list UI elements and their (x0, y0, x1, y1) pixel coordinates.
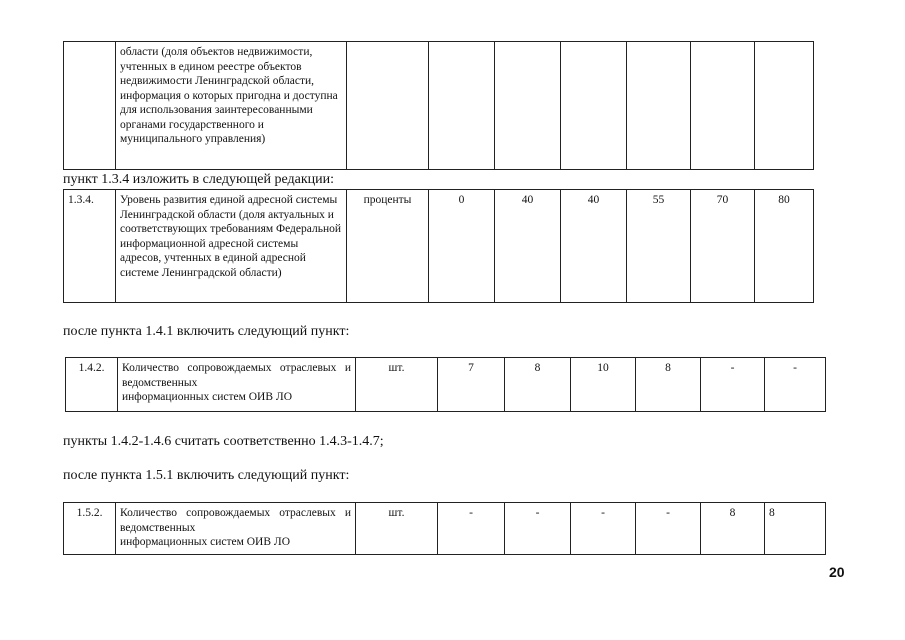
instruction-text: пункты 1.4.2-1.4.6 считать соответственно 1.4.3-1.4.7; (63, 434, 384, 449)
row-name-line: Количество сопровождаемых отраслевых и ведомственных (120, 507, 351, 534)
row-name (118, 358, 356, 412)
row-name (116, 503, 356, 555)
row-value: 55 (627, 190, 691, 303)
row-value: - (571, 503, 636, 555)
row-value: 40 (561, 190, 627, 303)
table-item-1-4-2 (65, 357, 826, 412)
row-name: области (доля объектов недвижимости, учтенных в едином реестре объектов недвижимости Ленинградской области, информация о которых пригодна и доступна для использования заинтересованными органами государственного и муниципального управления) (116, 42, 347, 170)
row-name-line: информационных систем ОИВ ЛО (122, 391, 293, 403)
row-code: 1.5.2. (64, 503, 116, 555)
row-value: 7 (438, 358, 505, 412)
table-row (64, 42, 814, 170)
page-number: 20 (829, 564, 845, 580)
row-name: Уровень развития единой адресной системы Ленинградской области (доля актуальных и соответствующих требованиям Федеральной информационной адресной системы адресов, учтенных в единой адресной системе Ленинградской области) (116, 190, 347, 303)
row-value (561, 42, 627, 170)
row-value: 8 (701, 503, 765, 555)
row-value: - (505, 503, 571, 555)
row-code (64, 42, 116, 170)
row-value (755, 42, 814, 170)
row-value (495, 42, 561, 170)
instruction-text: после пункта 1.5.1 включить следующий пункт: (63, 468, 350, 483)
row-value: - (636, 503, 701, 555)
row-name-line: Количество сопровождаемых отраслевых и ведомственных (122, 362, 351, 389)
row-value: - (701, 358, 765, 412)
row-value: - (765, 358, 826, 412)
row-unit: шт. (356, 503, 438, 555)
row-value (627, 42, 691, 170)
row-value (429, 42, 495, 170)
row-value (691, 42, 755, 170)
instruction-text: после пункта 1.4.1 включить следующий пункт: (63, 324, 350, 339)
row-unit (347, 42, 429, 170)
table-item-1-3-4 (63, 189, 814, 303)
table-row (64, 503, 826, 555)
row-code: 1.3.4. (64, 190, 116, 303)
row-value: 8 (505, 358, 571, 412)
row-code: 1.4.2. (66, 358, 118, 412)
row-unit: проценты (347, 190, 429, 303)
table-item-1-5-2 (63, 502, 826, 555)
table-row (66, 358, 826, 412)
row-value: 8 (636, 358, 701, 412)
instruction-text: пункт 1.3.4 изложить в следующей редакции: (63, 172, 334, 187)
row-value: 80 (755, 190, 814, 303)
row-value: 70 (691, 190, 755, 303)
table-continuation (63, 41, 814, 170)
table-row (64, 190, 814, 303)
row-value: 8 (765, 503, 826, 555)
row-unit: шт. (356, 358, 438, 412)
row-value: 10 (571, 358, 636, 412)
row-value: 40 (495, 190, 561, 303)
row-value: 0 (429, 190, 495, 303)
row-name-line: информационных систем ОИВ ЛО (120, 536, 291, 548)
row-value: - (438, 503, 505, 555)
